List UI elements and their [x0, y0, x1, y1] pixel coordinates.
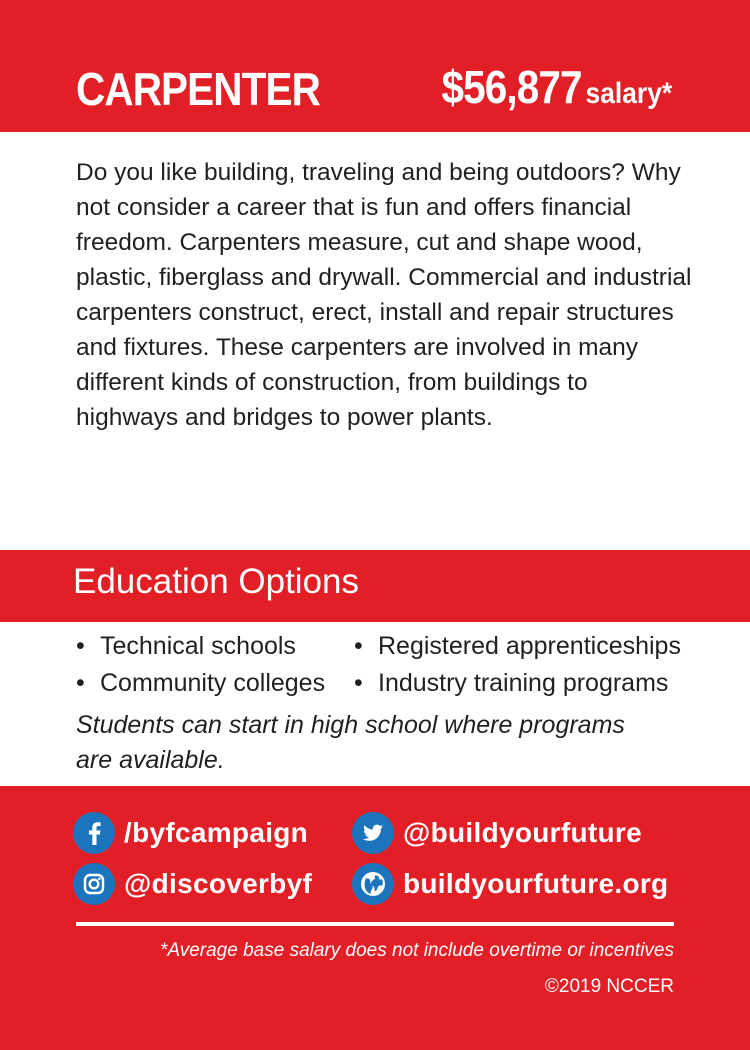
footer	[0, 786, 750, 1050]
bullet-icon: •	[354, 669, 363, 697]
education-note: Students can start in high school where programs are available.	[76, 711, 625, 774]
copyright: ©2019 NCCER	[544, 976, 674, 997]
website-link[interactable]	[352, 863, 668, 905]
education-item: • Community colleges	[76, 669, 326, 697]
education-banner	[0, 550, 750, 622]
salary-amount: $56,877	[441, 61, 582, 113]
job-description: Do you like building, traveling and being outdoors? Why not consider a career that is fun and offers financial freedom. Carpenters measure, cut and shape wood, plastic, fiberglass and drywall. Commercial and industrial carpenters construct, erect, install and repair structures and fixtures. These carpenters are involved in many different kinds of construction, from buildings to highways and bridges to power plants.	[76, 159, 692, 431]
divider	[76, 922, 674, 926]
bullet-icon: •	[76, 669, 85, 697]
bullet-icon: •	[354, 632, 363, 660]
bullet-icon: •	[76, 632, 85, 660]
salary-disclaimer: *Average base salary does not include overtime or incentives	[160, 940, 674, 961]
education-item: • Technical schools	[76, 632, 296, 660]
facebook-link[interactable]	[73, 812, 308, 854]
twitter-icon	[352, 812, 394, 854]
twitter-handle: @buildyourfuture	[403, 817, 642, 848]
instagram-handle: @discoverbyf	[124, 868, 313, 899]
salary-suffix: salary*	[585, 77, 672, 110]
facebook-handle: /byfcampaign	[124, 817, 309, 848]
job-title: CARPENTER	[76, 63, 320, 115]
globe-icon	[352, 863, 394, 905]
education-title: Education Options	[73, 562, 360, 601]
instagram-link[interactable]	[73, 863, 312, 905]
facebook-icon	[73, 812, 115, 854]
website-url: buildyourfuture.org	[403, 868, 669, 899]
education-item: • Registered apprenticeships	[354, 632, 681, 660]
salary	[441, 60, 672, 114]
twitter-link[interactable]	[352, 812, 642, 854]
education-item: • Industry training programs	[354, 669, 669, 697]
instagram-icon	[73, 863, 115, 905]
header-banner	[0, 0, 750, 132]
